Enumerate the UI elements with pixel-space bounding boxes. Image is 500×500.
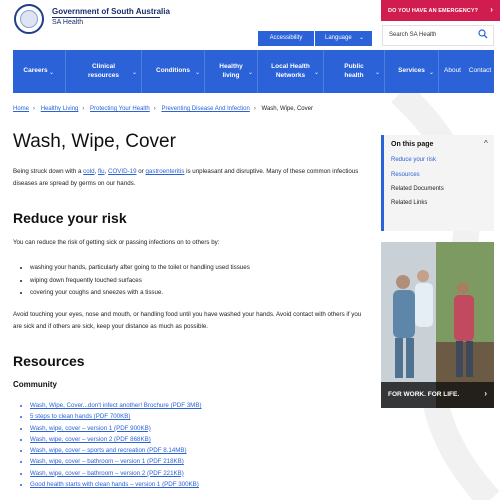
breadcrumb-separator-icon: › <box>33 106 36 112</box>
language-label: Language <box>325 35 352 41</box>
site-name[interactable]: SA Health <box>52 19 84 26</box>
chevron-down-icon: ⌄ <box>374 70 380 76</box>
breadcrumb-current: Wash, Wipe, Cover <box>261 106 313 112</box>
list-item <box>30 402 202 413</box>
reduce-risk-text: You can reduce the risk of getting sick or passing infections on to others by: <box>13 239 220 246</box>
search-input[interactable] <box>382 25 494 46</box>
on-this-page-panel <box>381 135 494 231</box>
search-icon[interactable] <box>478 29 488 39</box>
intro-separator: , <box>104 168 108 175</box>
intro-separator: or <box>136 168 146 175</box>
emergency-banner-link[interactable] <box>381 0 500 21</box>
flu-link[interactable]: flu <box>97 168 105 175</box>
nav-healthy-living[interactable] <box>205 50 257 93</box>
intro-separator: , <box>94 168 98 175</box>
resource-link[interactable]: Wash, wipe, cover – bathroom – version 1 (PDF 218KB) <box>30 458 184 466</box>
search-placeholder: Search SA Health <box>389 32 437 38</box>
nav-clinical-resources[interactable] <box>66 50 141 93</box>
emergency-label: DO YOU HAVE AN EMERGENCY? <box>388 8 479 14</box>
chevron-down-icon: ⌄ <box>131 70 137 76</box>
resource-link[interactable]: Wash, Wipe, Cover...don't infect another! Brochure (PDF 3MB) <box>30 402 202 409</box>
resource-link[interactable]: Wash, wipe, cover – version 2 (PDF 868KB) <box>30 435 151 443</box>
sidebar-link-related-links[interactable]: Related Links <box>391 200 428 206</box>
list-item <box>30 470 202 481</box>
list-item <box>30 425 202 436</box>
nav-about[interactable]: About <box>444 67 461 75</box>
breadcrumb <box>13 106 313 112</box>
nav-services[interactable] <box>385 50 438 93</box>
chevron-down-icon: ⌄ <box>428 70 434 76</box>
intro-paragraph <box>13 166 368 190</box>
nav-services-label: Services <box>398 67 425 75</box>
reduce-risk-heading: Reduce your risk <box>13 210 127 226</box>
resource-link[interactable]: Good health starts with clean hands – version 1 (PDF 300KB) <box>30 481 199 489</box>
promo-caption-text: FOR WORK. FOR LIFE. <box>388 391 460 398</box>
chevron-down-icon: ⌄ <box>313 70 319 76</box>
chevron-down-icon: ⌄ <box>358 35 364 41</box>
nav-careers[interactable] <box>13 50 58 93</box>
avoid-contact-paragraph: Avoid touching your eyes, nose and mouth, or handling food until you have washed your hands. Avoid contact with others if you are sick and if others are sick, keep your distance as much as possible. <box>13 311 362 330</box>
top-bar <box>0 0 500 50</box>
government-name[interactable]: Government of South Australia <box>52 7 170 16</box>
nav-careers-label: Careers <box>23 67 48 75</box>
chevron-down-icon: ⌄ <box>48 70 54 76</box>
chevron-right-icon: › <box>484 389 487 398</box>
list-item <box>30 413 202 424</box>
resource-link[interactable]: 5 steps to clean hands (PDF 700KB) <box>30 413 131 421</box>
covid-19-link[interactable]: COVID-19 <box>107 168 137 175</box>
nav-public-health-label: Public health <box>344 62 364 79</box>
page-title: Wash, Wipe, Cover <box>13 131 176 152</box>
chevron-right-icon: › <box>490 5 493 14</box>
list-item: • covering your coughs and sneezes with a tissue. <box>30 289 250 302</box>
chevron-down-icon: ⌄ <box>247 70 253 76</box>
chevron-down-icon: ⌄ <box>194 70 200 76</box>
list-item <box>30 481 202 492</box>
resources-list <box>30 402 202 492</box>
list-item: • washing your hands, particularly after going to the toilet or handling used tissues <box>30 264 250 277</box>
resource-link[interactable]: Wash, wipe, cover – bathroom – version 2 (PDF 221KB) <box>30 469 184 477</box>
resources-heading: Resources <box>13 353 85 369</box>
list-item: • wiping down frequently touched surfaces <box>30 277 250 290</box>
breadcrumb-separator-icon: › <box>253 106 256 112</box>
sidebar-link-resources[interactable]: Resources <box>391 172 420 178</box>
nav-healthy-living-label: Healthy living <box>219 62 243 79</box>
breadcrumb-healthy-living[interactable]: Healthy Living <box>40 106 79 112</box>
on-this-page-title[interactable]: On this page <box>391 141 434 148</box>
community-heading: Community <box>13 380 57 389</box>
promo-caption <box>381 382 494 408</box>
sidebar-link-related-documents[interactable]: Related Documents <box>391 186 444 192</box>
logo-divider <box>52 17 160 18</box>
resource-link[interactable]: Wash, wipe, cover – sports and recreation (PDF 8.14MB) <box>30 447 187 455</box>
breadcrumb-separator-icon: › <box>82 106 85 112</box>
cold-link[interactable]: cold <box>83 168 95 175</box>
accessibility-button[interactable]: Accessibility <box>258 31 315 46</box>
resource-link[interactable]: Wash, wipe, cover – version 1 (PDF 900KB) <box>30 424 151 432</box>
crest-icon <box>20 10 38 28</box>
nav-contact[interactable]: Contact <box>468 67 492 75</box>
nav-public-health[interactable] <box>324 50 384 93</box>
breadcrumb-preventing-disease[interactable]: Preventing Disease And Infection <box>161 106 250 112</box>
nav-conditions-label: Conditions <box>156 67 190 75</box>
gastroenteritis-link[interactable]: gastroenteritis <box>145 168 185 175</box>
sa-government-logo[interactable] <box>14 4 44 34</box>
intro-text-start: Being struck down with a <box>13 168 84 175</box>
main-navigation <box>13 50 494 93</box>
risk-bullet-list <box>30 264 250 302</box>
list-item <box>30 447 202 458</box>
language-button[interactable] <box>315 31 372 46</box>
nav-conditions[interactable] <box>142 50 204 93</box>
nav-local-health-networks[interactable] <box>258 50 323 93</box>
intro-text-end: is unpleasant and disruptive. Many of these common infectious diseases are spread by germs on our hands. <box>13 168 359 187</box>
breadcrumb-protecting-your-health[interactable]: Protecting Your Health <box>90 106 150 112</box>
nav-local-health-networks-label: Local Health Networks <box>271 62 310 79</box>
list-item <box>30 436 202 447</box>
chevron-up-icon[interactable]: ^ <box>484 139 488 148</box>
on-this-page-accent-bar <box>381 135 384 231</box>
breadcrumb-home[interactable]: Home <box>13 106 30 112</box>
list-item <box>30 458 202 469</box>
breadcrumb-separator-icon: › <box>153 106 156 112</box>
promo-banner[interactable] <box>381 242 494 408</box>
sidebar-link-reduce-risk[interactable]: Reduce your risk <box>391 157 437 163</box>
nav-clinical-resources-label: Clinical resources <box>87 62 120 79</box>
